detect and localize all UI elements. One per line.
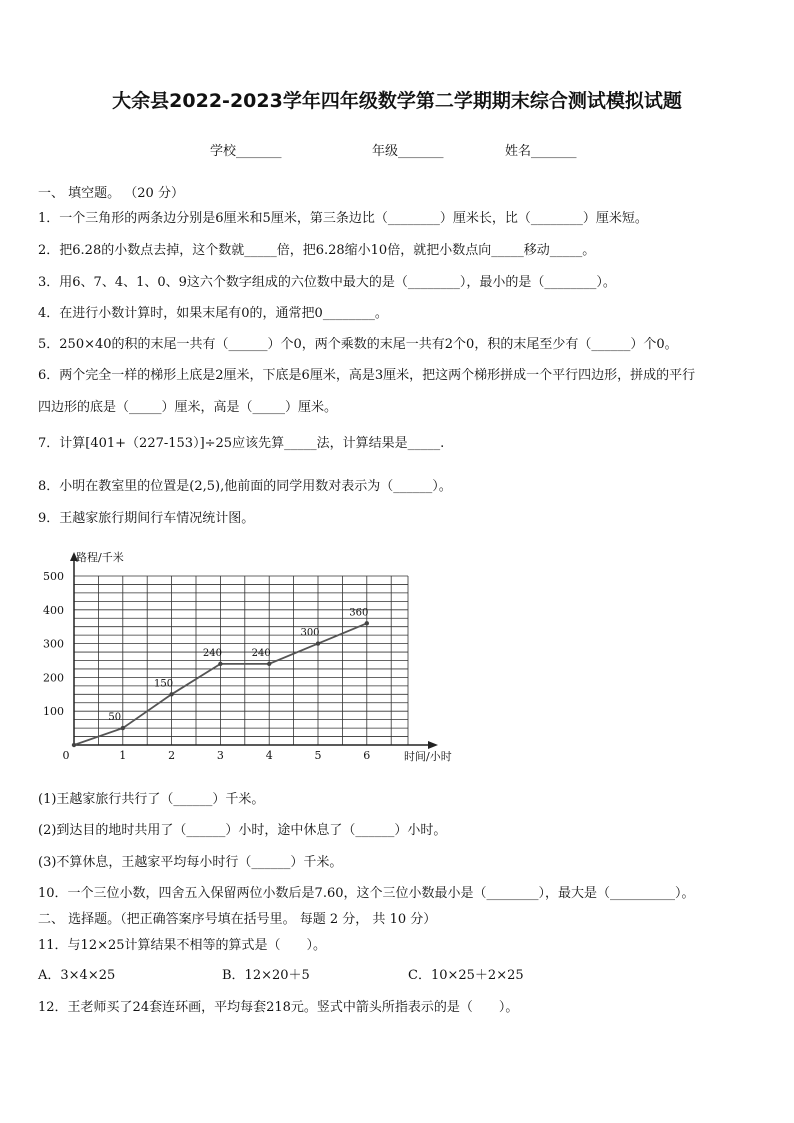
- data-label: 240: [251, 647, 271, 659]
- x-tick-label: 4: [265, 749, 273, 762]
- chart-grid: [74, 576, 408, 745]
- question-11-option-a: A．3×4×25: [38, 968, 116, 983]
- question-3: 3．用6、7、4、1、0、9这六个数字组成的六位数中最大的是（________），最小的是（________）。: [38, 275, 616, 290]
- data-label: 150: [154, 678, 174, 690]
- question-9-part-1: (1)王越家旅行共行了（______）千米。: [38, 792, 265, 807]
- grade-field: 年级_______: [372, 144, 444, 159]
- x-tick-label: 5: [314, 749, 322, 762]
- y-tick-label: 200: [43, 671, 64, 685]
- x-tick-label: 1: [119, 749, 127, 762]
- question-5: 5．250×40的积的末尾一共有（______）个0，两个乘数的末尾一共有2个0，积的末尾至少有（______）个0。: [38, 337, 678, 352]
- question-8: 8．小明在教室里的位置是(2,5),他前面的同学用数对表示为（______）。: [38, 479, 452, 494]
- y-axis-title: 路程/千米: [76, 551, 124, 564]
- question-9-part-3: (3)不算休息，王越家平均每小时行（______）千米。: [38, 855, 343, 870]
- question-9-part-2: (2)到达目的地时共用了（______）小时，途中休息了（______）小时。: [38, 823, 447, 838]
- section-fill-in-heading: 一、 填空题。 （20 分）: [38, 186, 184, 201]
- travel-distance-line-chart: [36, 548, 476, 773]
- question-6-line-1: 6．两个完全一样的梯形上底是2厘米，下底是6厘米，高是3厘米，把这两个梯形拼成一个平行四边形，拼成的平行: [38, 368, 696, 383]
- question-10: 10．一个三位小数，四舍五入保留两位小数后是7.60，这个三位小数最小是（________），最大是（__________）。: [38, 886, 695, 901]
- data-label: 360: [349, 607, 369, 619]
- x-tick-label: 2: [168, 749, 176, 762]
- y-tick-label: 300: [43, 637, 64, 651]
- question-12: 12．王老师买了24套连环画，平均每套218元。竖式中箭头所指表示的是（ ）。: [38, 1000, 519, 1015]
- question-4: 4．在进行小数计算时，如果末尾有0的，通常把0________。: [38, 306, 388, 321]
- chart-labels: [43, 550, 452, 763]
- name-field: 姓名_______: [505, 144, 577, 159]
- question-2: 2．把6.28的小数点去掉，这个数就_____倍，把6.28缩小10倍，就把小数点向_____移动_____。: [38, 243, 596, 258]
- y-tick-label: 500: [43, 570, 64, 583]
- x-axis-title: 时间/小时: [404, 750, 452, 763]
- x-tick-label: 6: [363, 749, 371, 762]
- data-point: [316, 641, 320, 645]
- question-11-option-b: B．12×20＋5: [222, 968, 310, 983]
- data-label: 240: [202, 647, 222, 659]
- y-tick-label: 100: [43, 705, 64, 719]
- data-label: 300: [300, 627, 320, 639]
- x-axis-arrow: [428, 741, 438, 749]
- question-6-line-2: 四边形的底是（_____）厘米，高是（_____）厘米。: [38, 400, 338, 415]
- data-point: [218, 662, 222, 666]
- data-point: [72, 743, 76, 747]
- x-tick-label: 0: [62, 749, 70, 762]
- y-tick-label: 400: [43, 603, 64, 617]
- page-title: 大余县2022-2023学年四年级数学第二学期期末综合测试模拟试题: [112, 90, 682, 112]
- data-point: [267, 662, 271, 666]
- question-7: 7．计算[401+（227-153）]÷25应该先算_____法，计算结果是_____.: [38, 436, 445, 451]
- question-11-option-c: C．10×25＋2×25: [408, 968, 524, 983]
- data-point: [121, 726, 125, 730]
- question-11: 11．与12×25计算结果不相等的算式是（ ）。: [38, 938, 327, 953]
- x-tick-label: 3: [216, 749, 224, 762]
- data-label: 50: [108, 712, 122, 724]
- school-field: 学校_______: [210, 144, 282, 159]
- section-choice-heading: 二、 选择题。（把正确答案序号填在括号里。 每题 2 分， 共 10 分）: [38, 912, 437, 927]
- data-point: [365, 621, 369, 625]
- question-9: 9．王越家旅行期间行车情况统计图。: [38, 511, 255, 526]
- question-1: 1．一个三角形的两条边分别是6厘米和5厘米，第三条边比（________）厘米长，比（________）厘米短。: [38, 211, 648, 226]
- data-point: [169, 692, 173, 696]
